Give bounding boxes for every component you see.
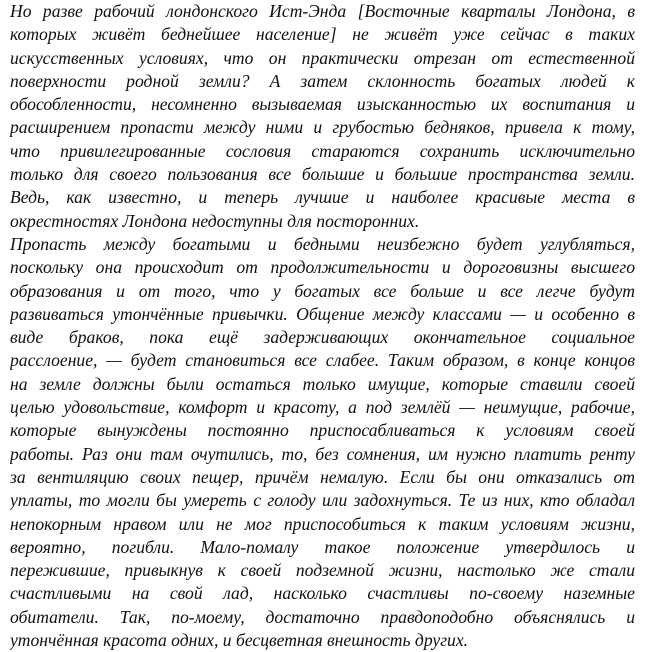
text-line: расслоение, — будет становиться все слабее. Таким образом, в конце концов — [10, 350, 635, 371]
text-line: виде браков, пока ещё задерживающих окончательное социальное — [10, 327, 635, 348]
text-line: за вентиляцию своих пещер, причём немалую. Если бы они отказались от — [10, 466, 635, 487]
text-line: окрестностях Лондона недоступны для посторонних. — [10, 210, 420, 231]
text-line: образования и от того, что у богатых все больше и все легче будут — [10, 280, 635, 301]
text-line: целью удовольствие, комфорт и красоту, а под землёй — неимущие, рабочие, — [10, 397, 635, 418]
text-line: поверхности родной земли? А затем склонность богатых людей к — [10, 70, 635, 91]
text-line: пережившие, привыкнув к своей подземной жизни, настолько же стали — [10, 560, 635, 581]
text-line: на земле должны были остаться только имущие, которые ставили своей — [10, 373, 635, 394]
text-line: вероятно, погибли. Мало-помалу такое положение утвердилось и — [10, 536, 635, 557]
text-line: развиваться утончённые привычки. Общение между классами — и особенно в — [10, 303, 635, 324]
text-line: непокорным нравом или не мог приспособиться к таким условиям жизни, — [10, 513, 635, 534]
text-line: что привилегированные сословия стараются сохранить исключительно — [10, 140, 635, 161]
text-line: только для своего пользования все большие и большие пространства земли. — [10, 164, 635, 185]
text-line: обитатели. Так, по-моему, достаточно правдоподобно объяснялись и — [10, 606, 635, 627]
text-line: которые вынуждены постоянно приспосабливаться к условиям своей — [10, 420, 635, 441]
text-line: обособленности, несомненно вызываемая изысканностью их воспитания и — [10, 94, 635, 115]
text-line: Но разве рабочий лондонского Ист-Энда [Восточные кварталы Лондона, в — [10, 1, 635, 21]
text-line: расширением пропасти между ними и грубостью бедняков, привела к тому, — [10, 117, 635, 138]
text-line: Ведь, как известно, и теперь лучшие и наиболее красивые места в — [10, 187, 635, 208]
paragraph-1 — [10, 0, 635, 233]
text-line: работы. Раз они там очутились, то, без сомнения, им нужно платить ренту — [10, 443, 635, 464]
text-line: счастливыми на свой лад, насколько счастливы по-своему наземные — [10, 583, 635, 604]
text-line: утончённая красота одних, и бесцветная внешность других. — [10, 630, 469, 651]
text-line: уплаты, то могли бы умереть с голоду или задохнуться. Те из них, кто обладал — [10, 490, 635, 511]
text-line: Пропасть между богатыми и бедными неизбежно будет углубляться, — [10, 234, 635, 254]
text-line: которых живёт беднейшее население] не живёт уже сейчас в таких — [10, 24, 635, 45]
text-line: искусственных условиях, что он практически отрезан от естественной — [10, 47, 635, 68]
text-line: поскольку она происходит от продолжительности и дороговизны высшего — [10, 257, 635, 278]
paragraph-2 — [10, 233, 635, 652]
